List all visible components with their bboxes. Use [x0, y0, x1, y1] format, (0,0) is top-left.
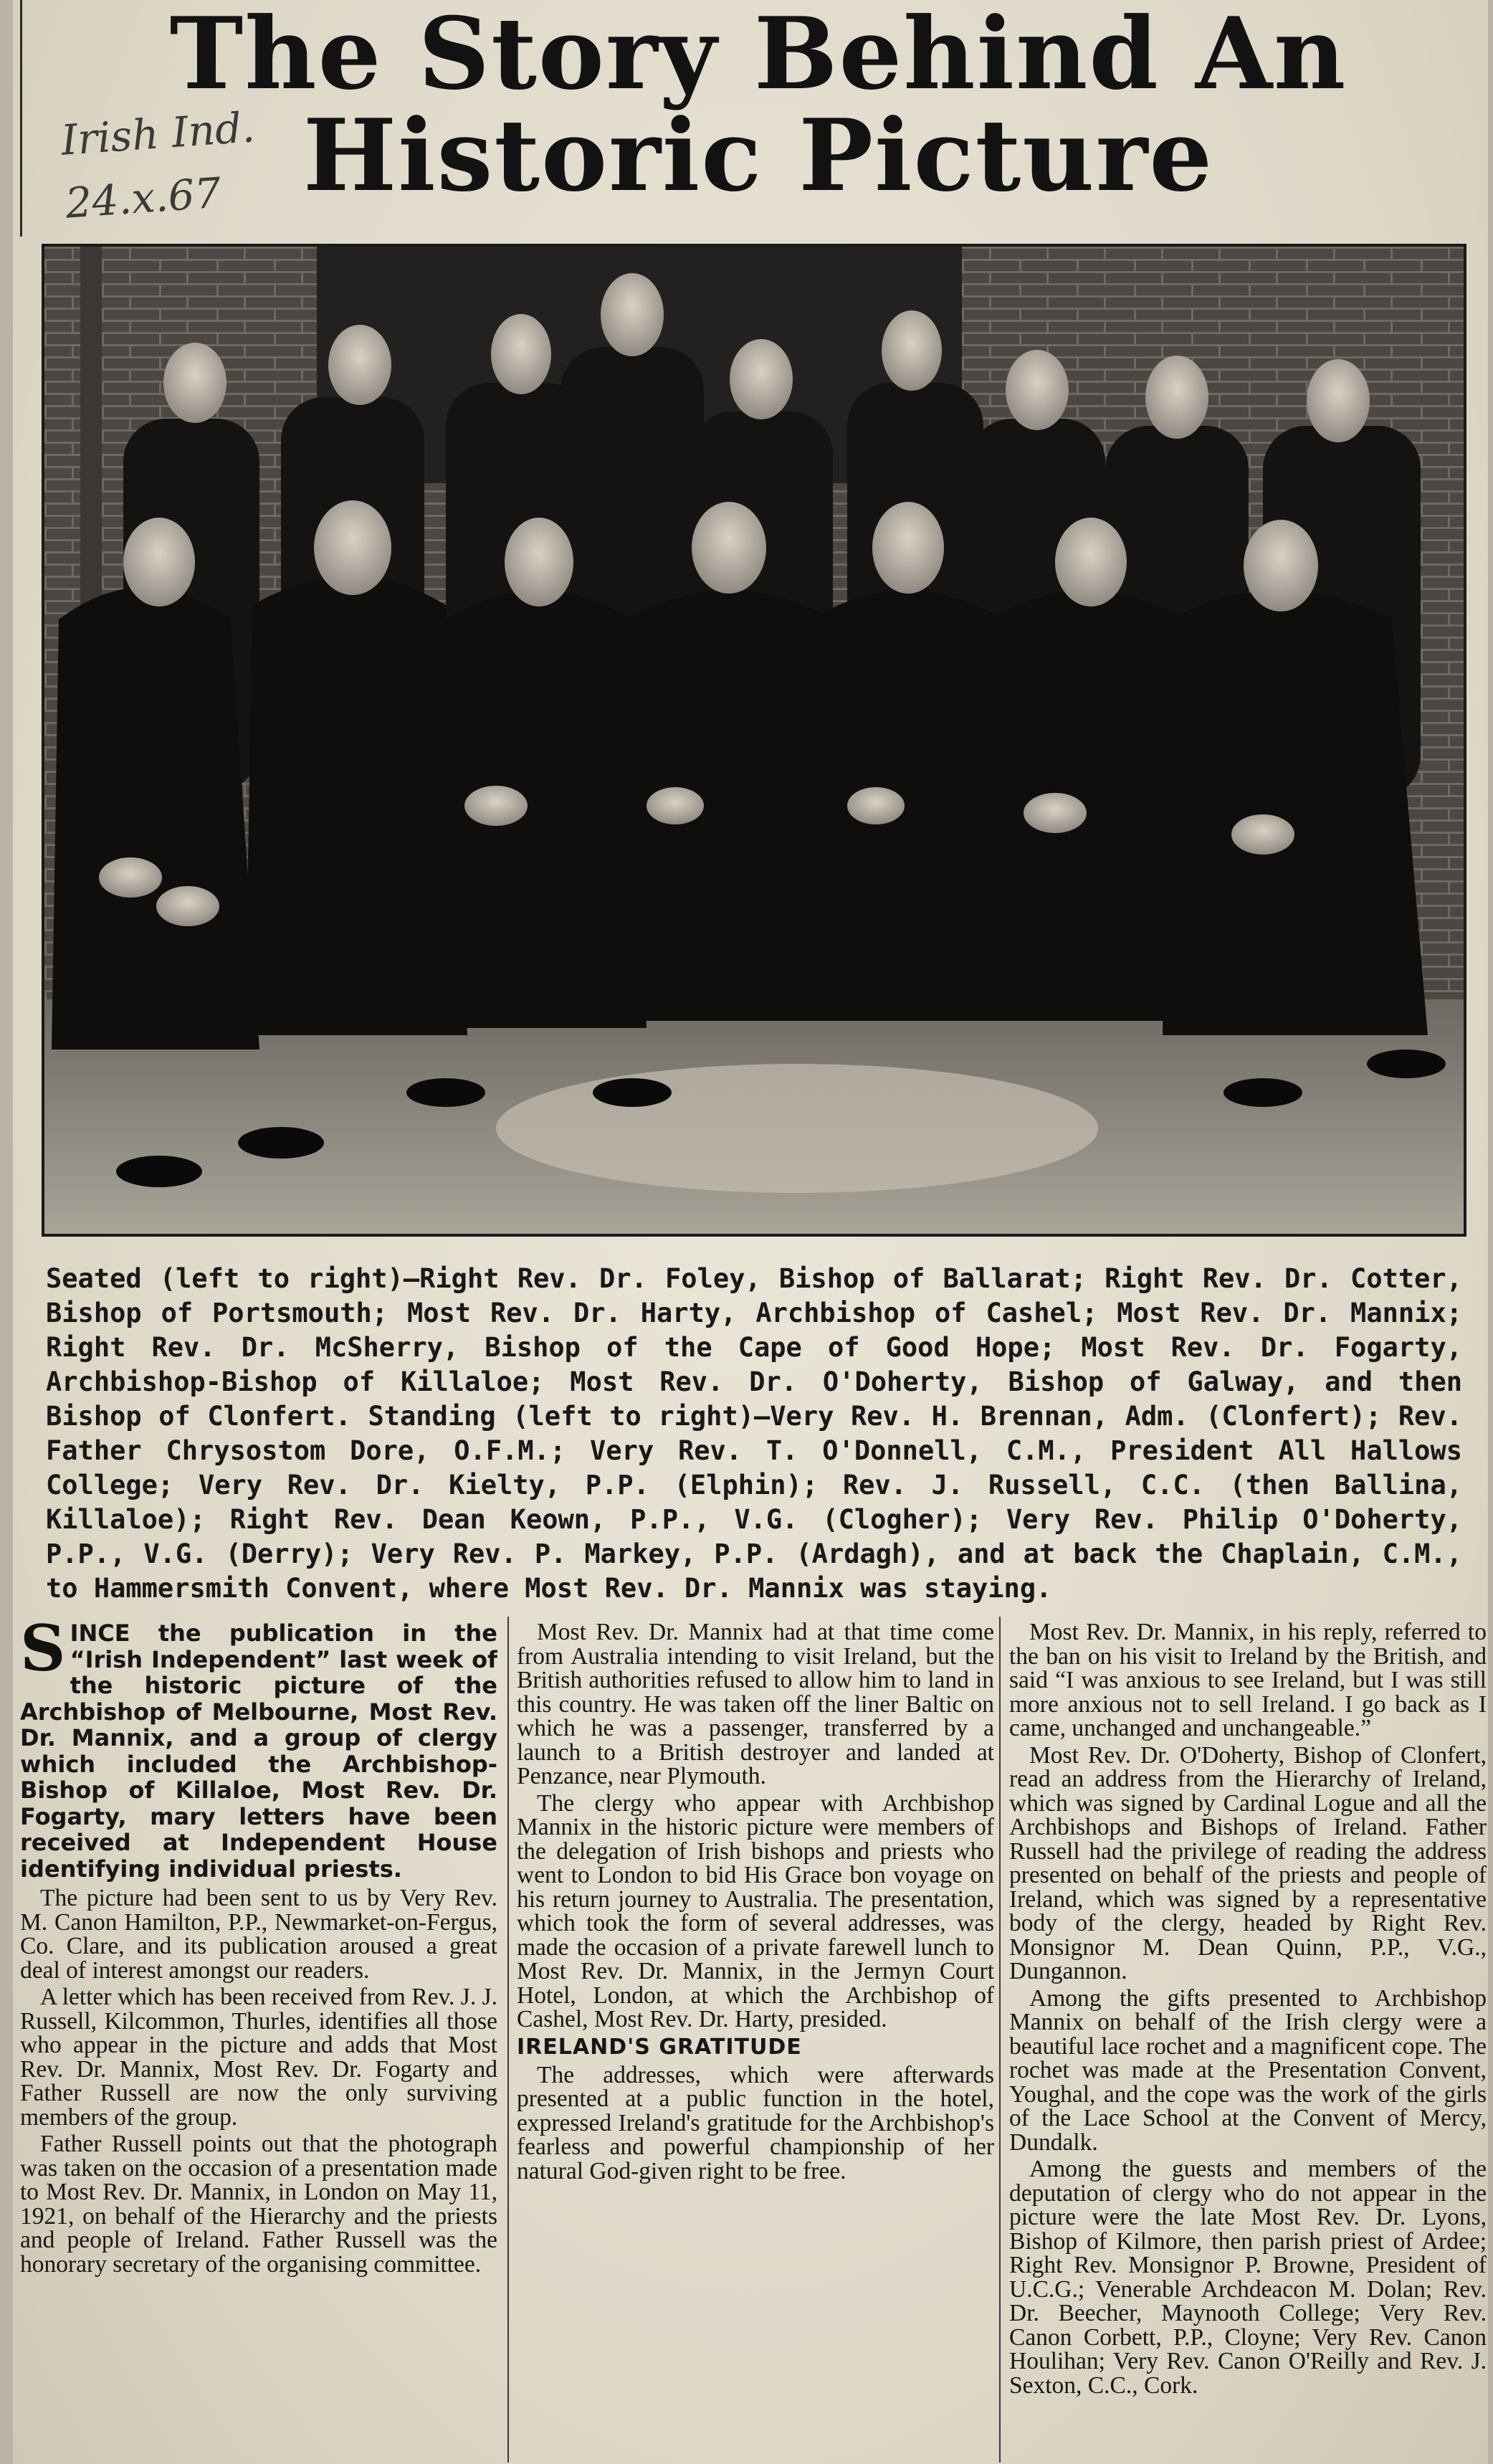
paragraph: Most Rev. Dr. O'Doherty, Bishop of Clonfert, read an address from the Hierarchy of Ireland, which was signed by Cardinal Logue and all the Archbishops and Bishops of Ireland. Father Russell had the privilege of reading the address presented on behalf of the priests and people of Ireland, which was signed by a representative body of the clergy, headed by Right Rev. Monsignor M. Dean Quinn, P.P., V.G., Dungannon.	[1009, 1741, 1487, 1984]
annotation-source: Irish Ind.	[59, 103, 257, 165]
article-body	[20, 1620, 1488, 2463]
headline-line-2: Historic Picture	[302, 97, 1214, 214]
article-lead	[20, 1620, 497, 1882]
annotation-date: 24.x.67	[64, 168, 223, 228]
newspaper-clipping	[13, 0, 1488, 2464]
photograph-image	[44, 247, 1464, 1234]
article-column-2	[517, 1620, 994, 2463]
paragraph: Among the gifts presented to Archbishop Mannix on behalf of the Irish clergy were a beautiful lace rochet and a magnificent cope. The rochet was made at the Presentation Convent, Youghal, and the cope was the work of the girls of the Lace School at the Convent of Mercy, Dundalk.	[1009, 1984, 1487, 2156]
paragraph: Most Rev. Dr. Mannix, in his reply, referred to the ban on his visit to Ireland by the British, and said “I was anxious to see Ireland, but I was still more anxious not to sell Ireland. I go back as I came, unchanged and unchangeable.”	[1009, 1620, 1487, 1741]
handwritten-annotation	[59, 92, 310, 234]
subheading: IRELAND'S GRATITUDE	[517, 2034, 802, 2060]
paragraph: Among the guests and members of the deputation of clergy who do not appear in the picture were the late Most Rev. Dr. Lyons, Bishop of Kilmore, then parish priest of Ardee; Right Rev. Monsignor P. Browne, President of U.C.G.; Venerable Archdeacon M. Dolan; Rev. Dr. Beecher, Maynooth College; Very Rev. Canon Corbett, P.P., Cloyne; Very Rev. Canon Houlihan; Very Rev. Canon O'Reilly and Rev. J. Sexton, C.C., Cork.	[1009, 2156, 1487, 2399]
margin-rule	[20, 0, 22, 237]
lead-text: INCE the publication in the “Irish Independent” last week of the historic picture of the Archbishop of Melbourne, Most Rev. Dr. Mannix, and a group of clergy which included the Archbishop-Bishop of Killaloe, Most Rev. Dr. Fogarty, mary letters have been received at Independent House identifying individual priests.	[20, 1620, 497, 1883]
article-column-3	[1009, 1620, 1487, 2463]
drop-cap: S	[20, 1620, 66, 1685]
article-column-1	[20, 1620, 497, 2463]
paragraph: Most Rev. Dr. Mannix had at that time come from Australia intending to visit Ireland, but the British authorities refused to allow him to land in this country. He was taken off the liner Baltic on which he was a passenger, transferred by a launch to a British destroyer and landed at Penzance, near Plymouth.	[517, 1620, 994, 1789]
paragraph: The picture had been sent to us by Very Rev. M. Canon Hamilton, P.P., Newmarket-on-Fergus, Co. Clare, and its publication aroused a great deal of interest amongst our readers.	[20, 1885, 497, 1984]
headline-line-1: The Story Behind An	[169, 0, 1347, 112]
group-photograph	[42, 244, 1466, 1237]
paragraph: Father Russell points out that the photograph was taken on the occasion of a presentation made to Most Rev. Dr. Mannix, in London on May 11, 1921, on behalf of the Hierarchy and the priests and people of Ireland. Father Russell was the honorary secretary of the organising committee.	[20, 2131, 497, 2278]
paragraph: The addresses, which were afterwards presented at a public function in the hotel, expressed Ireland's gratitude for the Archbishop's fearless and powerful championship of her natural God-given right to be free.	[517, 2061, 994, 2184]
photo-caption: Seated (left to right)—Right Rev. Dr. Foley, Bishop of Ballarat; Right Rev. Dr. Cotter, Bishop of Portsmouth; Most Rev. Dr. Harty, Archbishop of Cashel; Most Rev. Dr. Mannix; Right Rev. Dr. McSherry, Bishop of the Cape of Good Hope; Most Rev. Dr. Fogarty, Archbishop-Bishop of Killaloe; Most Rev. Dr. O'Doherty, Bishop of Galway, and then Bishop of Clonfert. Standing (left to right)—Very Rev. H. Brennan, Adm. (Clonfert); Rev. Father Chrysostom Dore, O.F.M.; Very Rev. T. O'Donnell, C.M., President All Hallows College; Very Rev. Dr. Kielty, P.P. (Elphin); Rev. J. Russell, C.C. (then Ballina, Killaloe); Right Rev. Dean Keown, P.P., V.G. (Clogher); Very Rev. Philip O'Doherty, P.P., V.G. (Derry); Very Rev. P. Markey, P.P. (Ardagh), and at back the Chaplain, C.M., to Hammersmith Convent, where Most Rev. Dr. Mannix was staying.	[46, 1263, 1462, 1604]
paragraph: The clergy who appear with Archbishop Mannix in the historic picture were members of the delegation of Irish bishops and priests who went to London to bid His Grace bon voyage on his return journey to Australia. The presentation, which took the form of several addresses, was made the occasion of a private farewell lunch to Most Rev. Dr. Mannix, in the Jermyn Court Hotel, London, at which the Archbishop of Cashel, Most Rev. Dr. Harty, presided.	[517, 1789, 994, 2032]
paragraph: A letter which has been received from Rev. J. J. Russell, Kilcommon, Thurles, identifies all those who appear in the picture and adds that Most Rev. Dr. Mannix, Most Rev. Dr. Fogarty and Father Russell are now the only surviving members of the group.	[20, 1984, 497, 2131]
